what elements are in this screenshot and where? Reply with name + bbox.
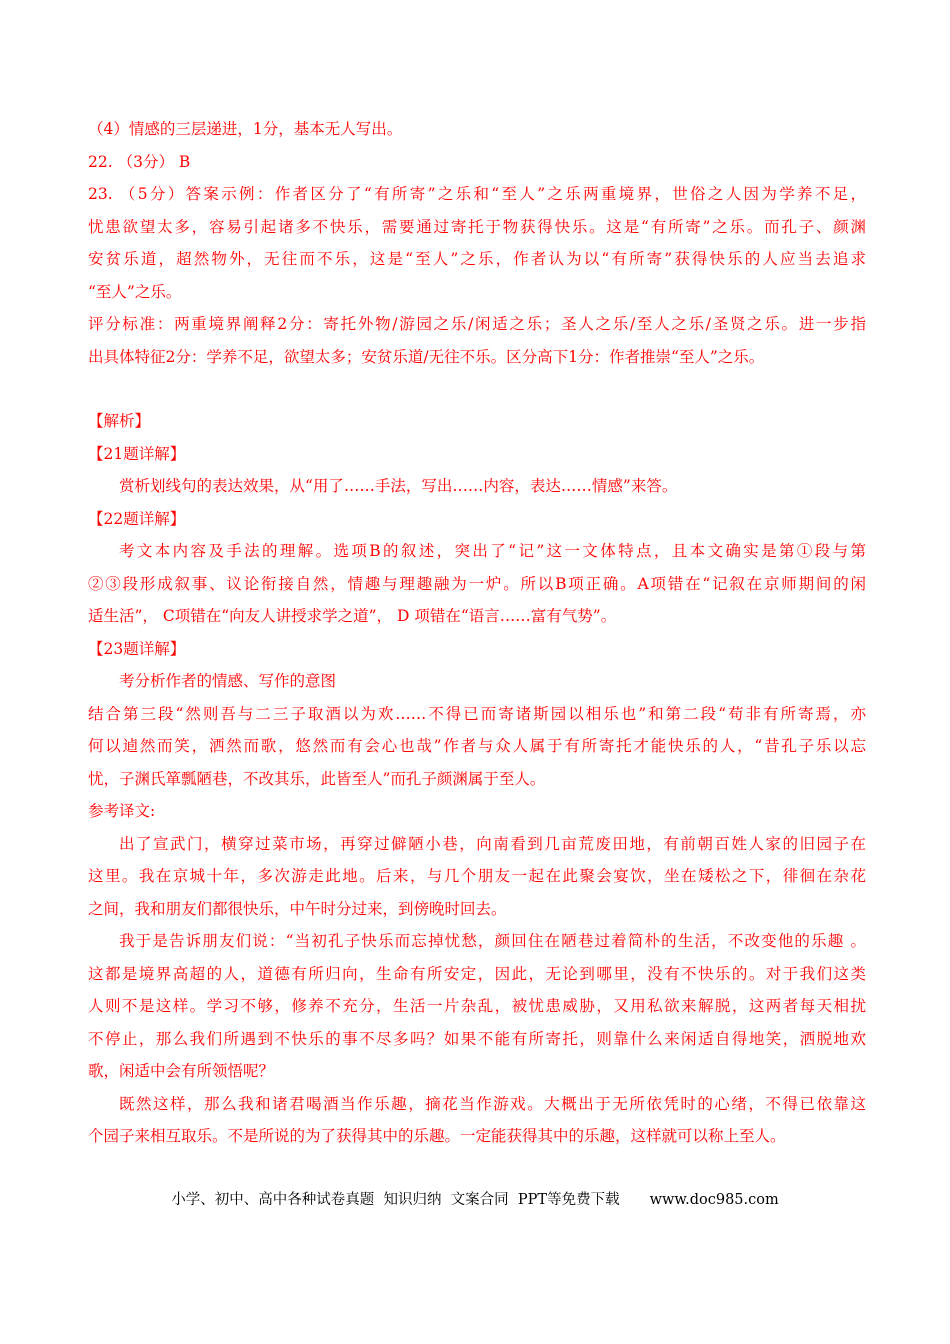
q23-text: 考分析作者的情感、写作的意图 [119, 672, 337, 690]
q22-text: 适生活”， C项错在“向友人讲授求学之道”， D 项错在“语言……富有气势”。 [88, 607, 617, 625]
q21-heading: 【21题详解】 [88, 444, 186, 463]
translation-text: 歌，闲适中会有所领悟呢？ [88, 1062, 275, 1080]
scoring-line: 评分标准：两重境界阐释2分：寄托外物/游园之乐/闲适之乐；圣人之乐/至人之乐/圣贤之乐。进一步指 [88, 315, 866, 333]
footer-text: 小学、初中、高中各种试卷真题 知识归纳 文案合同 PPT等免费下载 [171, 1192, 620, 1208]
answer-line: “至人”之乐。 [88, 282, 182, 301]
answer-line: 23. （5分）答案示例：作者区分了“有所寄”之乐和“至人”之乐两重境界，世俗之人因为学养不足， [88, 185, 866, 203]
translation-text: 不停止，那么我们所遇到不快乐的事不尽多吗？如果不能有所寄托，则靠什么来闲适自得地笑，洒脱地欢 [88, 1029, 866, 1048]
translation-text: 这里。我在京城十年，多次游走此地。后来，与几个朋友一起在此聚会宴饮，坐在矮松之下，徘徊在杂花 [88, 867, 866, 885]
answer-line: 22. （3分） B [88, 152, 191, 171]
q23-text: 何以逌然而笑，洒然而歌，悠然而有会心也哉”作者与众人属于有所寄托才能快乐的人，“昔孔子乐以忘 [88, 737, 866, 755]
q22-text: ②③段形成叙事、议论衔接自然，情趣与理趣融为一炉。所以B项正确。A项错在“记叙在京师期间的闲 [88, 574, 866, 593]
answer-line: 忧患欲望太多，容易引起诸多不快乐，需要通过寄托于物获得快乐。这是“有所寄”之乐。而孔子、颜渊 [88, 217, 866, 236]
translation-text: 这都是境界高超的人，道德有所归向，生命有所安定，因此，无论到哪里，没有不快乐的。对于我们这类 [88, 964, 866, 983]
answer-line: （4）情感的三层递进，1分，基本无人写出。 [88, 120, 403, 138]
translation-text: 个园子来相互取乐。不是所说的为了获得其中的乐趣。一定能获得其中的乐趣，这样就可以称上至人。 [88, 1127, 786, 1145]
translation-text: 人则不是这样。学习不够，修养不充分，生活一片杂乱，被忧患威胁，又用私欲来解脱，这两者每天相扰 [88, 997, 866, 1015]
answer-line: 安贫乐道，超然物外，无往而不乐，这是“至人”之乐，作者认为以“有所寄”获得快乐的人应当去追求 [88, 250, 866, 268]
document-content [88, 113, 866, 1153]
translation-text: 之间，我和朋友们都很快乐，中午时分过来，到傍晚时回去。 [88, 899, 507, 918]
q21-text: 赏析划线句的表达效果，从“用了……手法，写出……内容，表达……情感”来答。 [119, 477, 678, 495]
translation-text: 我于是告诉朋友们说：“当初孔子快乐而忘掉忧愁，颜回住在陋巷过着简朴的生活，不改变他的乐趣 。 [119, 932, 866, 950]
translation-heading: 参考译文: [88, 802, 156, 820]
analysis-title: 【解析】 [88, 412, 151, 430]
q23-heading: 【23题详解】 [88, 639, 186, 658]
q23-text: 忧，子渊氏箪瓢陋巷，不改其乐，此皆至人”而孔子颜渊属于至人。 [88, 769, 546, 788]
footer-link[interactable]: www.doc985.com [649, 1192, 779, 1208]
translation-text: 既然这样，那么我和诸君喝酒当作乐趣，摘花当作游戏。大概出于无所依凭时的心绪，不得已依靠这 [119, 1094, 866, 1113]
q22-heading: 【22题详解】 [88, 509, 186, 528]
page-footer [0, 1188, 950, 1209]
scoring-line: 出具体特征2分：学养不足，欲望太多；安贫乐道/无往不乐。区分高下1分：作者推崇“至人”之乐。 [88, 347, 765, 366]
translation-text: 出了宣武门，横穿过菜市场，再穿过僻陋小巷，向南看到几亩荒废田地，有前朝百姓人家的旧园子在 [119, 834, 866, 853]
q22-text: 考文本内容及手法的理解。选项B的叙述，突出了“记”这一文体特点，且本文确实是第①段与第 [119, 542, 866, 560]
q23-text: 结合第三段“然则吾与二三子取酒以为欢……不得已而寄诸斯园以相乐也”和第二段“苟非有所寄焉，亦 [88, 704, 866, 723]
spacer [88, 373, 866, 405]
